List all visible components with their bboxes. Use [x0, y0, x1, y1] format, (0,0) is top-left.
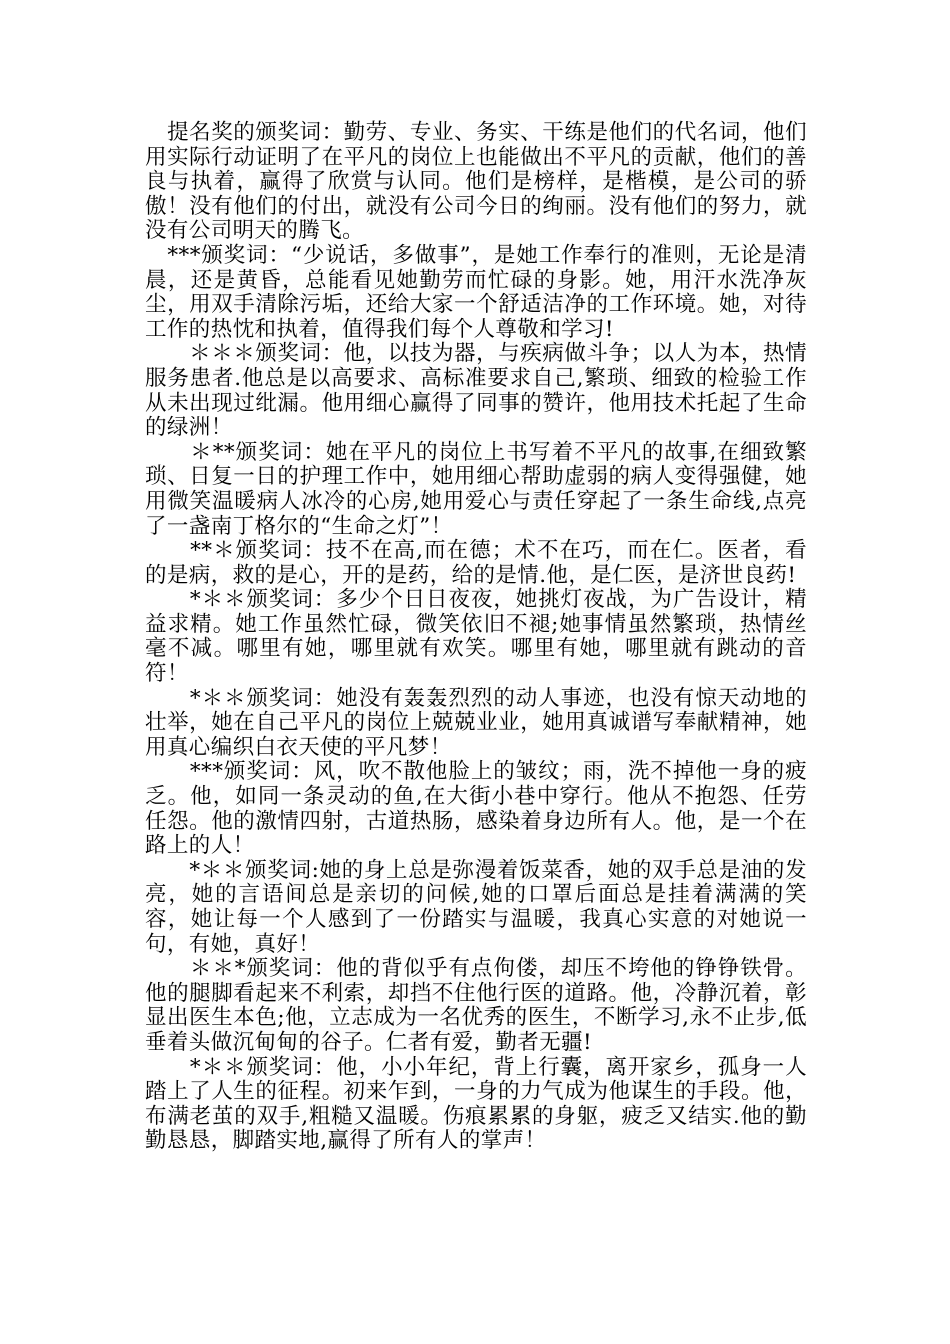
paragraph-text: *＊＊颁奖词:她的身上总是弥漫着饭菜香，她的双手总是油的发亮，她的言语间总是亲切的问候,她的口罩后面总是挂着满满的笑容，她让每一个人感到了一份踏实与温暖，我真心实意的对她说一句，有她，真好！: [145, 857, 807, 957]
indent: [145, 243, 167, 268]
paragraph-award-speech: [145, 244, 807, 342]
indent: [145, 538, 190, 563]
paragraph-award-speech: [145, 687, 807, 761]
paragraph-text: **＊颁奖词：技不在高,而在德；术不在巧，而在仁。医者，看的是病，救的是心，开的是药，给的是情.他，是仁医，是济世良药!: [145, 538, 807, 588]
paragraph-award-speech: [145, 342, 807, 440]
paragraph-text: 提名奖的颁奖词：勤劳、专业、务实、干练是他们的代名词，他们用实际行动证明了在平凡的岗位上也能做出不平凡的贡献，他们的善良与执着，赢得了欣赏与认同。他们是榜样，是楷模，是公司的骄傲！没有他们的付出，就没有公司今日的绚丽。没有他们的努力，就没有公司明天的腾飞。: [145, 120, 807, 244]
paragraph-text: ***颁奖词：“少说话，多做事”，是她工作奉行的准则，无论是清晨，还是黄昏，总能看见她勤劳而忙碌的身影。她，用汗水洗净灰尘，用双手清除污垢，还给大家一个舒适洁净的工作环境。她，对待工作的热忱和执着，值得我们每个人尊敬和学习!: [145, 242, 807, 342]
paragraph-award-speech: [145, 957, 807, 1055]
paragraph-award-speech: [145, 1056, 807, 1154]
paragraph-text: *＊＊颁奖词：多少个日日夜夜，她挑灯夜战，为广告设计，精益求精。她工作虽然忙碌，微笑依旧不褪;她事情虽然繁琐，热情丝毫不减。哪里有她，哪里就有欢笑。哪里有她，哪里就有跳动的音符！: [145, 587, 807, 687]
paragraph-award-speech: [145, 539, 807, 588]
paragraph-award-speech: [145, 859, 807, 957]
paragraph-text: ＊＊*颁奖词：他的背似乎有点佝偻，却压不垮他的铮铮铁骨。他的腿脚看起来不利索，却挡不住他行医的道路。他，冷静沉着，彰显出医生本色;他，立志成为一名优秀的医生，不断学习,永不止步,低垂着头做沉甸甸的谷子。仁者有爱，勤者无疆!: [145, 956, 807, 1055]
paragraph-award-speech: [145, 441, 807, 539]
document-body: [145, 121, 807, 1154]
indent: [145, 858, 189, 883]
paragraph-text: ***颁奖词：风，吹不散他脸上的皱纹；雨，洗不掉他一身的疲乏。他，如同一条灵动的鱼,在大街小巷中穿行。他从不抱怨、任劳任怨。他的激情四射，古道热肠，感染着身边所有人。他，是一个在路上的人！: [145, 759, 807, 859]
indent: [145, 341, 189, 366]
indent: [145, 120, 167, 145]
paragraph-text: *＊＊颁奖词：她没有轰轰烈烈的动人事迹，也没有惊天动地的壮举，她在自己平凡的岗位上兢兢业业，她用真诚谱写奉献精神，她用真心编织白衣天使的平凡梦！: [145, 685, 807, 760]
paragraph-award-speech: [145, 588, 807, 686]
paragraph-text: *＊＊颁奖词：他，小小年纪，背上行囊，离开家乡，孤身一人踏上了人生的征程。初来乍到，一身的力气成为他谋生的手段。他，布满老茧的双手,粗糙又温暖。伤痕累累的身躯，疲乏又结实.他的勤勤恳恳，脚踏实地,赢得了所有人的掌声！: [145, 1054, 807, 1154]
indent: [145, 440, 190, 465]
indent: [145, 759, 190, 784]
paragraph-nomination-award: [145, 121, 807, 244]
paragraph-text: ＊＊＊颁奖词：他，以技为器，与疾病做斗争；以人为本，热情服务患者.他总是以高要求、高标准要求自己,繁琐、细致的检验工作从未出现过纰漏。他用细心赢得了同事的赞许，他用技术托起了生命的绿洲！: [145, 341, 807, 441]
indent: [145, 587, 190, 612]
indent: [145, 686, 190, 711]
indent: [145, 956, 190, 981]
indent: [145, 1055, 190, 1080]
paragraph-award-speech: [145, 760, 807, 858]
paragraph-text: ＊**颁奖词：她在平凡的岗位上书写着不平凡的故事,在细致繁琐、日复一日的护理工作中，她用细心帮助虚弱的病人变得强健，她用微笑温暖病人冰冷的心房,她用爱心与责任穿起了一条生命线,点亮了一盏南丁格尔的“生命之灯”！: [145, 439, 807, 539]
